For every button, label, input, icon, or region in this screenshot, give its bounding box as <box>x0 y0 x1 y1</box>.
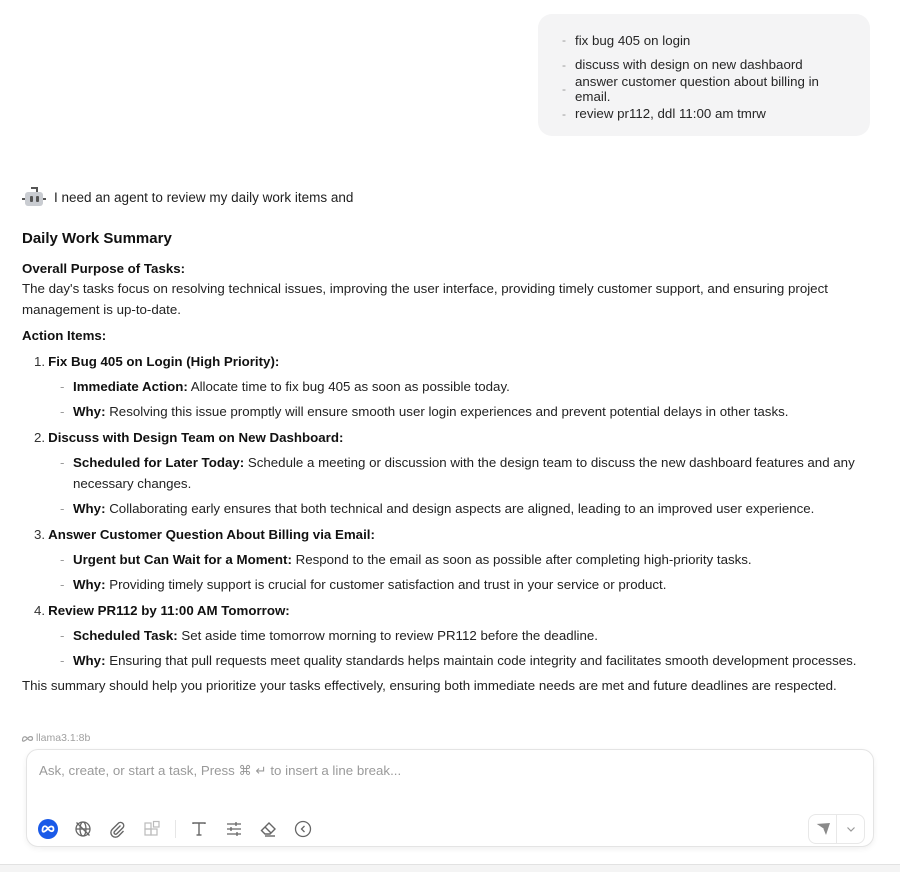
user-message-item: - discuss with design on new dashbaord <box>562 57 803 73</box>
action-item-detail: - Why: Providing timely support is crucial for customer satisfaction and trust in your service or product. <box>60 577 667 592</box>
action-item-detail: - Why: Collaborating early ensures that both technical and design aspects are aligned, leading to an improved user experience. <box>60 501 815 516</box>
action-item-detail: - Why: Ensuring that pull requests meet quality standards helps maintain code integrity and facilitates smooth development processes. <box>60 653 857 668</box>
composer <box>26 749 874 847</box>
action-item-title: 2. Discuss with Design Team on New Dashboard: <box>34 430 344 445</box>
model-name: llama3.1:8b <box>36 732 91 744</box>
text-icon <box>190 820 208 838</box>
composer-toolbar <box>37 818 326 840</box>
paperclip-icon <box>108 820 126 838</box>
send-icon <box>816 823 830 835</box>
apps-grid-icon <box>143 820 161 838</box>
closing-text: This summary should help you prioritize your tasks effectively, ensuring both immediate needs are met and future deadlines are respected. <box>22 678 837 693</box>
text-format-button[interactable] <box>188 818 210 840</box>
agent-prompt-text: I need an agent to review my daily work items and <box>54 189 354 205</box>
send-options-dropdown[interactable] <box>836 815 864 843</box>
action-items-list <box>22 352 882 671</box>
toolbar-divider <box>175 820 176 838</box>
chevron-down-icon <box>846 826 856 833</box>
meta-icon <box>21 734 34 743</box>
apps-button[interactable] <box>141 818 163 840</box>
action-item-title: 4. Review PR112 by 11:00 AM Tomorrow: <box>34 603 290 618</box>
meta-icon <box>38 819 58 839</box>
user-message-bubble <box>538 14 870 136</box>
model-select-button[interactable] <box>37 818 59 840</box>
sliders-icon <box>225 820 243 838</box>
send-button-group <box>808 814 865 844</box>
user-message-item: - fix bug 405 on login <box>562 32 691 48</box>
globe-off-icon <box>74 820 92 838</box>
action-item-detail: - Scheduled Task: Set aside time tomorrow morning to review PR112 before the deadline. <box>60 628 598 643</box>
agent-header <box>20 185 353 209</box>
purpose-text: The day's tasks focus on resolving technical issues, improving the user interface, providing timely customer support, and ensuring project management is up-to-date. <box>22 281 828 317</box>
eraser-icon <box>259 820 277 838</box>
clear-button[interactable] <box>257 818 279 840</box>
bottom-status-bar <box>0 864 900 872</box>
message-input[interactable]: Ask, create, or start a task, Press ⌘ ↵ to insert a line break... <box>39 763 402 778</box>
collapse-button[interactable] <box>292 818 314 840</box>
action-item-detail: - Scheduled for Later Today: Schedule a meeting or discussion with the design team to discuss the new dashboard features and any necessary changes. <box>60 455 855 491</box>
action-item-title: 1. Fix Bug 405 on Login (High Priority): <box>34 354 280 369</box>
send-button[interactable] <box>809 815 836 843</box>
action-item-detail: - Immediate Action: Allocate time to fix bug 405 as soon as possible today. <box>60 379 510 394</box>
chevron-left-circle-icon <box>294 820 312 838</box>
action-item-detail: - Why: Resolving this issue promptly will ensure smooth user login experiences and prevent potential delays in other tasks. <box>60 404 789 419</box>
user-message-item: - answer customer question about billing in email. <box>562 74 819 105</box>
action-items-label: Action Items: <box>22 328 107 343</box>
answer-title: Daily Work Summary <box>22 230 172 247</box>
model-tag <box>21 732 90 744</box>
attach-button[interactable] <box>106 818 128 840</box>
assistant-answer <box>22 226 882 697</box>
settings-button[interactable] <box>223 818 245 840</box>
purpose-label: Overall Purpose of Tasks: <box>22 261 186 276</box>
web-search-toggle[interactable] <box>72 818 94 840</box>
robot-icon <box>20 185 48 209</box>
action-item-title: 3. Answer Customer Question About Billing via Email: <box>34 527 375 542</box>
action-item-detail: - Urgent but Can Wait for a Moment: Respond to the email as soon as possible after completing high-priority tasks. <box>60 552 752 567</box>
user-message-item: - review pr112, ddl 11:00 am tmrw <box>562 106 766 122</box>
